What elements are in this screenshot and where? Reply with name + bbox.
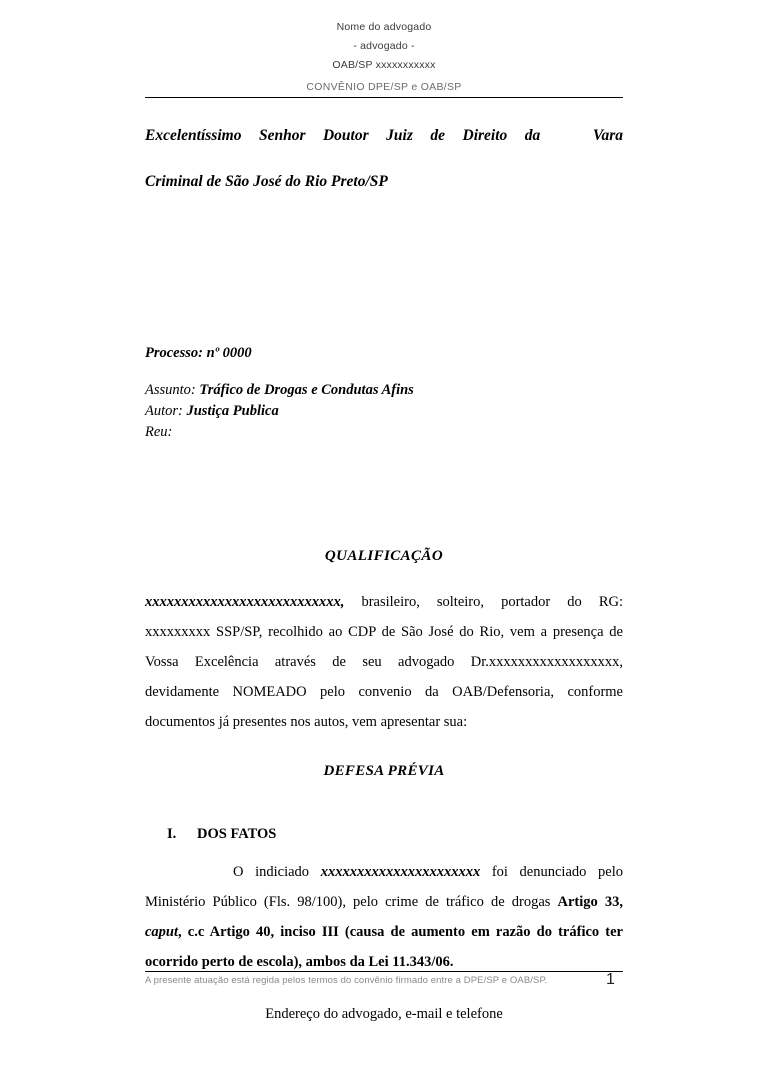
section-heading-dos-fatos: [145, 826, 623, 843]
qualification-paragraph: [145, 587, 623, 737]
facts-paragraph: [145, 857, 623, 977]
footer-address: Endereço do advogado, e-mail e telefone: [265, 1006, 503, 1022]
case-author-row: [145, 401, 623, 422]
spacer-after-addressee: [145, 193, 623, 343]
qualification-title: QUALIFICAÇÃO: [324, 548, 444, 564]
footer-divider: [145, 971, 623, 972]
case-author-label: Autor:: [145, 403, 183, 419]
addressee-line-1-tail: Vara: [592, 127, 624, 144]
facts-lead-text: O indiciado: [233, 864, 321, 880]
addressee-block: [145, 124, 623, 193]
page-number: 1: [606, 971, 615, 988]
header-convenio: CONVÊNIO DPE/SP e OAB/SP: [306, 81, 462, 93]
facts-article-bold-1: Artigo 33,: [557, 894, 624, 910]
case-defendant-row: [145, 422, 623, 443]
case-subject-row: [145, 380, 623, 401]
facts-article-bold-2: , c.c Artigo 40, inciso III (causa de aumento em razão do tráfico ter ocorrido perto de escola), ambos da Lei 11.343/06.: [145, 924, 623, 970]
case-meta: [145, 380, 623, 443]
facts-mid-text: foi denunciado pelo Ministério Público (Fls. 98/100), pelo crime de tráfico de drogas: [145, 864, 623, 910]
facts-accused-placeholder: xxxxxxxxxxxxxxxxxxxxxx: [320, 864, 481, 880]
facts-caput: caput: [145, 924, 179, 940]
process-number: Processo: nº 0000: [145, 345, 252, 361]
footer-note: A presente atuação está regida pelos termos do convênio firmado entre a DPE/SP e OAB/SP.: [145, 975, 548, 986]
case-defendant-label: Reu:: [145, 424, 173, 440]
header-role: - advogado -: [353, 40, 415, 52]
addressee-line-1-text: Excelentíssimo Senhor Doutor Juiz de Direito da: [145, 127, 541, 144]
case-subject-label: Assunto:: [145, 382, 196, 398]
document-header: [0, 0, 768, 98]
spacer-before-qualification: [145, 443, 623, 548]
qualification-body-text: brasileiro, solteiro, portador do RG: xxxxxxxxx SSP/SP, recolhido ao CDP de São José do Rio, vem a presença de Vossa Excelência através de seu advogado Dr.xxxxxxxxxxxxxxxxxx, devidamente NOMEADO pelo convenio da OAB/Defensoria, conforme documentos já presentes nos autos, vem apresentar sua:: [145, 594, 623, 730]
defesa-previa-title: DEFESA PRÉVIA: [323, 763, 445, 779]
header-oab-number: OAB/SP xxxxxxxxxxx: [332, 59, 436, 71]
document-body: [145, 98, 623, 977]
case-subject-value: Tráfico de Drogas e Condutas Afins: [199, 382, 414, 398]
addressee-line-1: [145, 124, 623, 170]
addressee-line-2: Criminal de São José do Rio Preto/SP: [145, 173, 388, 190]
header-lawyer-name: Nome do advogado: [336, 21, 432, 33]
qualification-name-placeholder: xxxxxxxxxxxxxxxxxxxxxxxxxxx,: [145, 594, 345, 610]
case-author-value: Justiça Publica: [186, 403, 279, 419]
section-number: I.: [167, 826, 177, 842]
section-title: DOS FATOS: [197, 826, 277, 842]
